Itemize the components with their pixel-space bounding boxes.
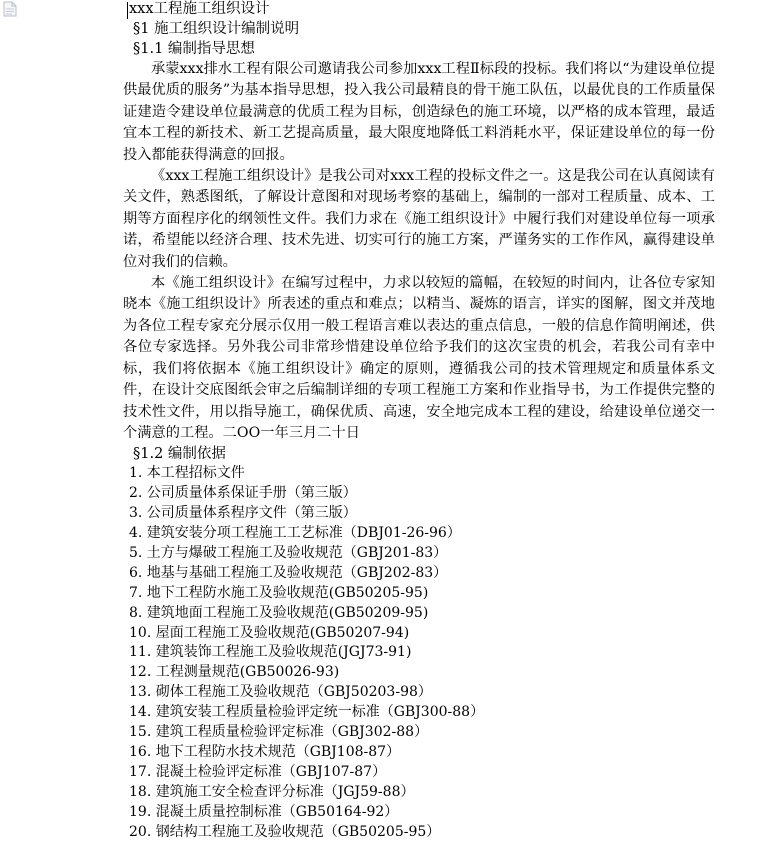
list-item: 18. 建筑施工安全检查评分标准（JGJ59-88） — [129, 783, 415, 800]
list-item: 20. 钢结构工程施工及验收规范（GB50205-95） — [129, 823, 441, 840]
section-1-heading: §1 施工组织设计编制说明 — [133, 21, 300, 37]
list-item: 2. 公司质量体系保证手册（第三版） — [129, 485, 357, 502]
list-item: 12. 工程测量规范(GB50026-93) — [129, 664, 340, 681]
list-item: 3. 公司质量体系程序文件（第三版） — [129, 505, 357, 522]
section-1-1-heading: §1.1 编制指导思想 — [133, 41, 255, 57]
section-1-2-heading: §1.2 编制依据 — [133, 446, 226, 463]
document-title: xxx工程施工组织设计 — [129, 1, 270, 17]
paragraph-3: 本《施工组织设计》在编写过程中，力求以较短的篇幅，在较短的时间内，让各位专家知晓本《施工组织设计》所表述的重点和难点；以精当、凝炼的语言，详实的图解，图文并茂地为各位工程专家充分展示仅用一般工程语言难以表达的重点信息，一般的信息作简明阐述，供各位专家选择。另外我公司非常珍惜建设单位给予我们的这次宝贵的机会，若我公司有幸中标，我们将依据本《施工组织设计》确定的原则，遵循我公司的技术管理规定和质量体系文件，在设计交底图纸会审之后编制详细的专项工程施工方案和作业指导书，为工作提供完整的技术性文件，用以指导施工，确保优质、高速，安全地完成本工程的建设，给建设单位递交一个满意的工程。二OO一年三月二十日 — [123, 275, 715, 441]
list-item: 11. 建筑装饰工程施工及验收规范(JGJ73-91) — [129, 644, 412, 661]
paragraph-1: 承蒙xxx排水工程有限公司邀请我公司参加xxx工程Ⅱ标段的投标。我们将以“为建设单位提供最优质的服务”为基本指导思想，投入我公司最精良的骨干施工队伍，以最优良的工作质量保证建造令建设单位最满意的优质工程为目标，创造绿色的施工环境，以严格的成本管理，最适宜本工程的新技术、新工艺提高质量，最大限度地降低工料消耗水平，保证建设单位的每一份投入都能获得满意的回报。 — [123, 61, 715, 163]
document-icon — [3, 1, 17, 17]
paragraph-2: 《xxx工程施工组织设计》是我公司对xxx工程的投标文件之一。这是我公司在认真阅读有关文件，熟悉图纸，了解设计意图和对现场考察的基础上，编制的一部对工程质量、成本、工期等方面程序化的纲领性文件。我们力求在《施工组织设计》中履行我们对建设单位每一项承诺，希望能以经济合理、技术先进、切实可行的施工方案，严谨务实的工作作风，赢得建设单位对我们的信赖。 — [123, 168, 715, 270]
list-item: 10. 屋面工程施工及验收规范(GB50207-94) — [129, 624, 410, 641]
list-item: 19. 混凝土质量控制标准（GB50164-92） — [129, 803, 399, 820]
list-item: 7. 地下工程防水施工及验收规范(GB50205-95) — [129, 584, 429, 601]
list-item: 13. 砌体工程施工及验收规范（GBJ50203-98） — [129, 684, 432, 701]
list-item: 15. 建筑工程质量检验评定标准（GBJ302-88） — [129, 724, 429, 741]
document-page[interactable] — [123, 0, 723, 843]
reference-list — [123, 464, 723, 842]
list-item: 16. 地下工程防水技术规范（GBJ108-87） — [129, 744, 401, 760]
list-item: 8. 建筑地面工程施工及验收规范(GB50209-95) — [129, 604, 429, 621]
list-item: 4. 建筑安装分项工程施工工艺标准（DBJ01-26-96） — [129, 525, 461, 542]
list-item: 17. 混凝土检验评定标准（GBJ107-87） — [129, 763, 387, 780]
list-item: 14. 建筑安装工程质量检验评定统一标准（GBJ300-88） — [129, 704, 485, 721]
list-item: 5. 土方与爆破工程施工及验收规范（GBJ201-83） — [129, 544, 448, 561]
list-item: 1. 本工程招标文件 — [129, 465, 245, 482]
list-item: 6. 地基与基础工程施工及验收规范（GBJ202-83） — [129, 564, 448, 581]
